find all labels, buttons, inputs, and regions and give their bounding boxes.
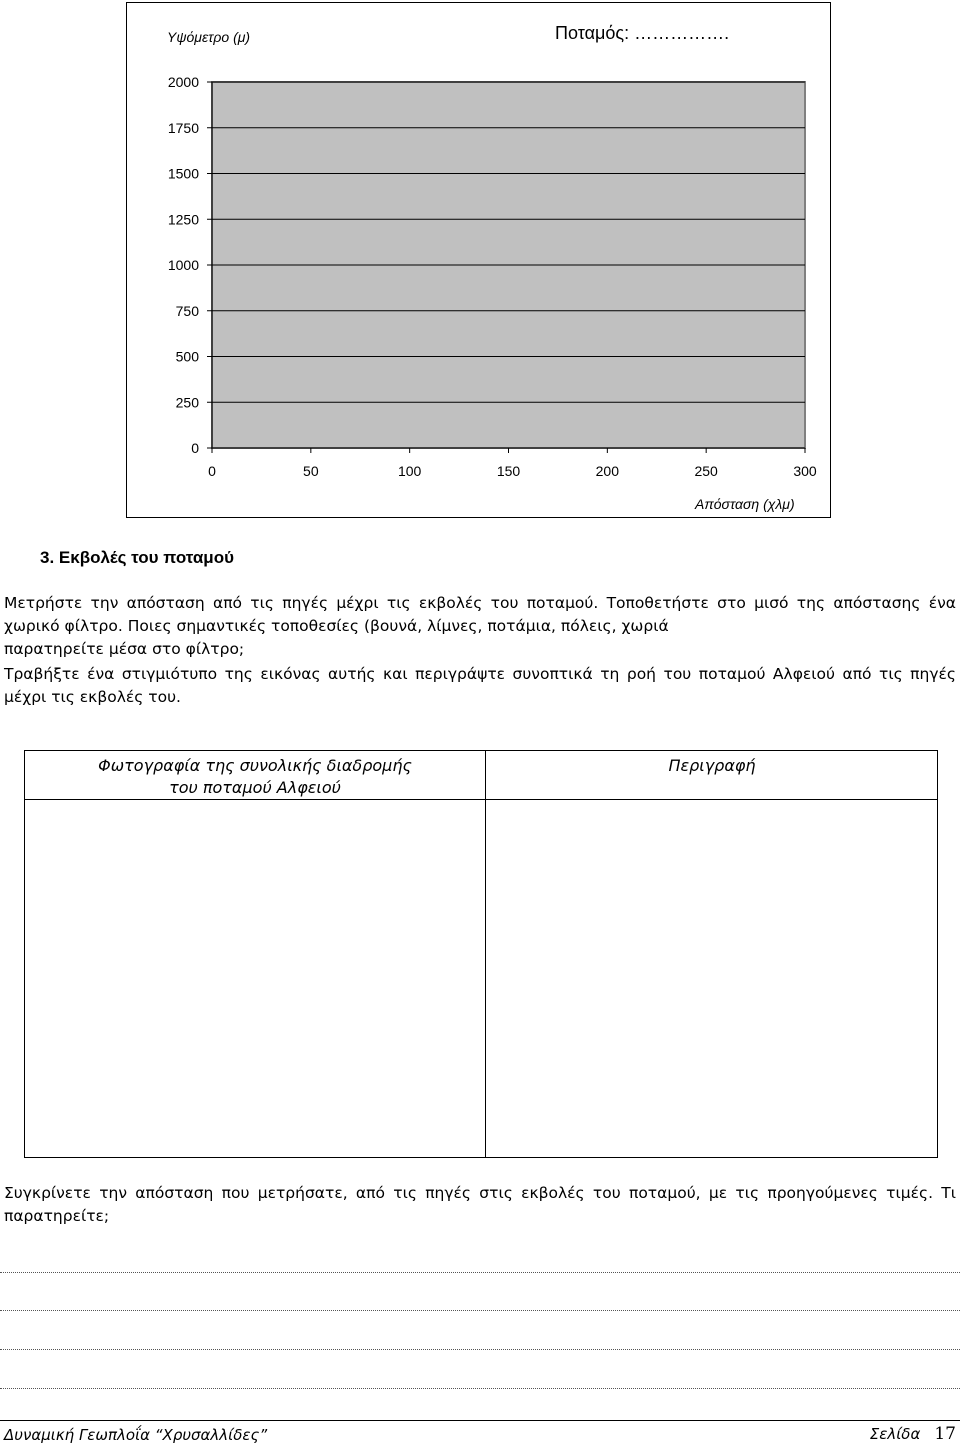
instruction-question: παρατηρείτε μέσα στο φίλτρο;: [4, 640, 245, 658]
x-tick-label: 300: [793, 463, 817, 479]
answer-line-2[interactable]: [0, 1310, 960, 1311]
footer-page-label: Σελίδα: [869, 1425, 921, 1443]
photo-description-table: [24, 750, 938, 1158]
photo-column-header: [25, 755, 485, 799]
table-column-divider: [485, 751, 486, 1157]
page-number: 17: [934, 1424, 956, 1444]
y-tick-label: 1250: [167, 211, 199, 228]
answer-line-1[interactable]: [0, 1272, 960, 1273]
y-axis-title: Υψόμετρο (μ): [167, 29, 251, 45]
y-tick-label: 250: [175, 394, 199, 411]
footer-rule: [0, 1420, 960, 1421]
y-tick-label: 1500: [167, 165, 199, 182]
snapshot-instruction: Τραβήξτε ένα στιγμιότυπο της εικόνας αυτής και περιγράψτε συνοπτικά τη ροή του ποταμού Αλφειού από τις πηγές μέχρι τις εκβολές του.: [4, 665, 956, 706]
compare-paragraph: Συγκρίνετε την απόσταση που μετρήσατε, από τις πηγές στις εκβολές του ποταμού, με τις προηγούμενες τιμές. Τι παρατηρείτε;: [4, 1184, 956, 1225]
footer-title: Δυναμική Γεωπλοΐα “Χρυσαλλίδες”: [4, 1426, 268, 1444]
elevation-chart: [126, 2, 831, 518]
x-tick-label: 50: [303, 463, 319, 479]
x-tick-label: 250: [694, 463, 718, 479]
y-tick-label: 1000: [167, 257, 199, 273]
y-tick-label: 2000: [167, 74, 199, 90]
x-tick-label: 200: [595, 463, 620, 479]
photo-header-line2: του ποταμού Αλφειού: [169, 778, 341, 797]
y-tick-label: 0: [191, 440, 199, 456]
chart-canvas: [127, 3, 832, 519]
x-axis-title: Απόσταση (χλμ): [695, 496, 795, 512]
answer-line-4[interactable]: [0, 1388, 960, 1389]
x-tick-label: 100: [397, 463, 422, 479]
instruction-paragraph: Μετρήστε την απόσταση από τις πηγές μέχρι τις εκβολές του ποταμού. Τοποθετήστε στο μισό της απόστασης ένα χωρικό φίλτρο. Ποιες σημαντικές τοποθεσίες (βουνά, λίμνες, ποτάμια, πόλεις, χωριά: [4, 594, 956, 635]
description-column-header: Περιγραφή: [668, 756, 756, 775]
chart-title: Ποταμός: …………….: [555, 23, 730, 43]
y-tick-label: 750: [175, 302, 199, 319]
y-tick-label: 500: [175, 348, 199, 365]
photo-header-line1: Φωτογραφία της συνολικής διαδρομής: [98, 756, 412, 775]
section-heading: 3. Εκβολές του ποταμού: [40, 548, 234, 567]
x-tick-label: 0: [208, 463, 216, 479]
answer-line-3[interactable]: [0, 1349, 960, 1350]
x-tick-label: 150: [496, 463, 521, 479]
table-header-divider: [25, 799, 937, 800]
y-tick-label: 1750: [167, 119, 199, 136]
footer-page-info: [870, 1424, 956, 1444]
